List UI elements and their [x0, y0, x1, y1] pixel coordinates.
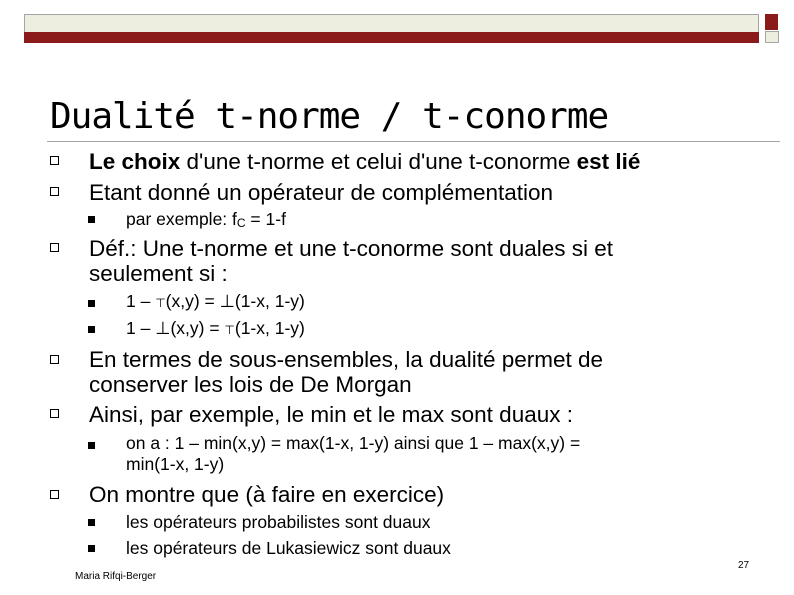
header-stripe: [24, 32, 759, 43]
bullet-subsets-line2: conserver les lois de De Morgan: [89, 372, 412, 397]
bullet-exercise: On montre que (à faire en exercice): [89, 482, 445, 507]
choice-text: d'une t-norme et celui d'une t-conorme: [180, 149, 577, 174]
footer-author: Maria Rifqi-Berger: [75, 571, 157, 582]
bullet-filled-square-icon: [88, 519, 95, 526]
bullet-hollow-square-icon: [50, 409, 59, 418]
bullet-hollow-square-icon: [50, 355, 59, 364]
bullet-filled-square-icon: [88, 216, 95, 223]
formula-2: 1 – ⊥(x,y) = ⊤(1-x, 1-y): [126, 318, 305, 338]
tconorm-symbol: ⊥: [219, 291, 235, 311]
tconorm-symbol: ⊥: [155, 318, 171, 338]
bullet-filled-square-icon: [88, 545, 95, 552]
bullet-filled-square-icon: [88, 326, 95, 333]
bullet-hollow-square-icon: [50, 243, 59, 252]
sub-bullet-min-max-line1: on a : 1 – min(x,y) = max(1-x, 1-y) ainsi que 1 – max(x,y) =: [126, 433, 581, 453]
bullet-subsets-line1: En termes de sous-ensembles, la dualité permet de: [89, 347, 604, 372]
page-number: 27: [738, 560, 750, 571]
title-divider: [47, 141, 780, 142]
bullet-complement: Etant donné un opérateur de complémentation: [89, 180, 554, 205]
tnorm-symbol: ⊤: [224, 323, 235, 337]
corner-block-light: [765, 31, 779, 43]
subscript-c: C: [236, 216, 246, 230]
bullet-filled-square-icon: [88, 300, 95, 307]
bullet-min-max: Ainsi, par exemple, le min et le max sont duaux :: [89, 402, 573, 427]
bullet-definition-line2: seulement si :: [89, 261, 228, 286]
slide-title: Dualité t-norme / t-conorme: [50, 96, 609, 137]
header-band: [24, 14, 759, 33]
formula-1: 1 – ⊤(x,y) = ⊥(1-x, 1-y): [126, 291, 305, 311]
bullet-hollow-square-icon: [50, 156, 59, 165]
sub-bullet-example: par exemple: fC = 1-f: [126, 209, 286, 230]
sub-bullet-min-max-line2: min(1-x, 1-y): [126, 454, 225, 474]
corner-block-dark: [765, 14, 778, 30]
bullet-filled-square-icon: [88, 442, 95, 449]
tnorm-symbol: ⊤: [155, 296, 166, 310]
bullet-definition-line1: Déf.: Une t-norme et une t-conorme sont duales si et: [89, 236, 614, 261]
sub-bullet-lukasiewicz: les opérateurs de Lukasiewicz sont duaux: [126, 538, 451, 558]
choice-bold-end: est lié: [576, 149, 641, 174]
bullet-hollow-square-icon: [50, 490, 59, 499]
sub-bullet-probabilistic: les opérateurs probabilistes sont duaux: [126, 512, 431, 532]
bullet-hollow-square-icon: [50, 187, 59, 196]
choice-bold: Le choix: [89, 149, 181, 174]
bullet-choice: [89, 149, 640, 174]
